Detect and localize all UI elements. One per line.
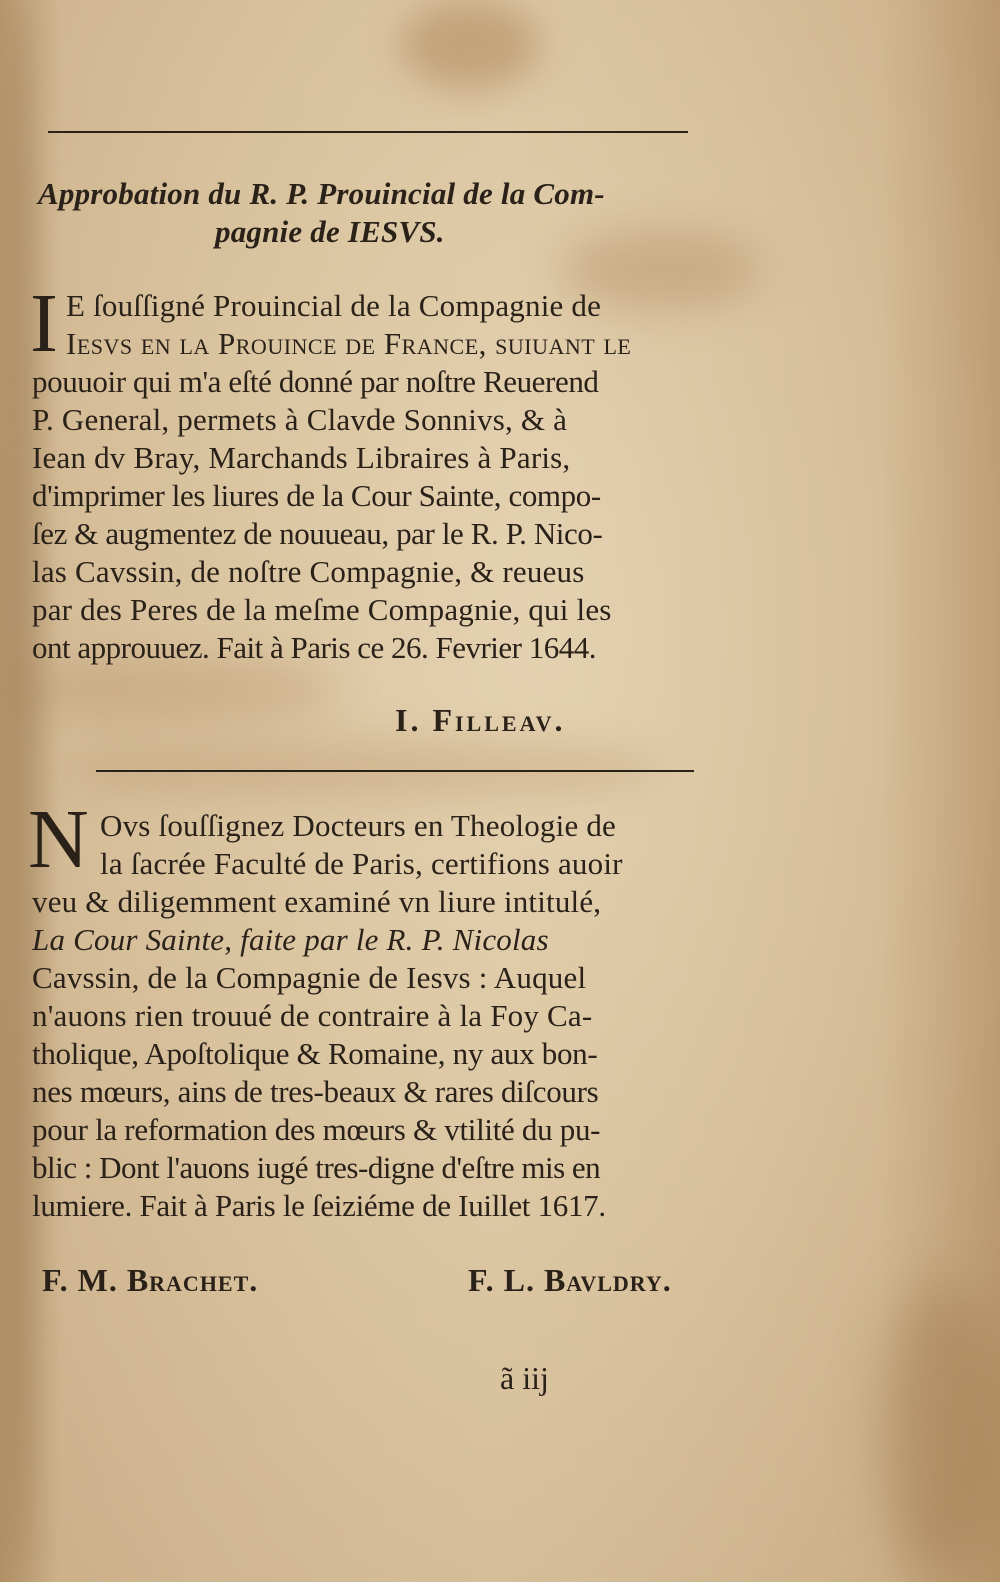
doctors-text-line: nes mœurs, ains de tres-beaux & rares diſcours — [32, 1074, 599, 1109]
provincial-text-line: ſez & augmentez de nouueau, par le R. P. Nico- — [32, 516, 603, 551]
provincial-text-line: las Cavssin, de noſtre Compagnie, & reueus — [32, 554, 585, 589]
paper-stain — [880, 1280, 1000, 1580]
doctors-text-line: lumiere. Fait à Paris le ſeiziéme de Iuillet 1617. — [32, 1188, 606, 1223]
signature-bauldry: F. L. Bavldry. — [468, 1262, 672, 1298]
signature-filleau: I. Filleav. — [395, 702, 566, 738]
doctors-text-line: Cavssin, de la Compagnie de Iesvs : Auquel — [32, 960, 587, 995]
provincial-text-line: par des Peres de la meſme Compagnie, qui les — [32, 592, 612, 627]
provincial-text-line: P. General, permets à Clavde Sonnivs, & à — [32, 402, 568, 437]
provincial-text-line: pouuoir qui m'a eſté donné par noſtre Reuerend — [32, 364, 599, 399]
paper-stain — [400, 0, 540, 90]
doctors-text-line: la ſacrée Faculté de Paris, certifions auoir — [100, 846, 623, 881]
signature-brachet: F. M. Brachet. — [42, 1262, 259, 1298]
paper-stain — [20, 660, 340, 720]
folio-signature-mark: ã iij — [500, 1360, 549, 1396]
doctors-text-line: pour la reformation des mœurs & vtilité du pu- — [32, 1112, 601, 1147]
provincial-text-line: E ſouſſigné Prouincial de la Compagnie de — [66, 288, 602, 323]
doctors-text-line: blic : Dont l'auons iugé tres-digne d'eſtre mis en — [32, 1150, 601, 1185]
provincial-text-line: Iesvs en la Prouince de France, ſuiuant le — [66, 326, 632, 361]
provincial-text-line: ont approuuez. Fait à Paris ce 26. Fevrier 1644. — [32, 630, 596, 665]
middle-rule — [96, 770, 694, 772]
heading-line-1: Approbation du R. P. Prouincial de la Com- — [38, 176, 605, 211]
paper-stain — [0, 0, 40, 1582]
heading-line-2: pagnie de IESVS. — [215, 214, 445, 249]
dropcap-n: N — [28, 793, 89, 886]
doctors-text-line: Ovs ſouſſignez Docteurs en Theologie de — [100, 808, 617, 843]
doctors-text-line: veu & diligemment examiné vn liure intitulé, — [32, 884, 602, 919]
doctors-text-line: tholique, Apoſtolique & Romaine, ny aux bon- — [32, 1036, 598, 1071]
top-rule — [48, 131, 688, 133]
provincial-text-line: d'imprimer les liures de la Cour Sainte, compo- — [32, 478, 601, 513]
dropcap-i: I — [30, 277, 58, 370]
doctors-text-line: n'auons rien trouué de contraire à la Foy Ca- — [32, 998, 593, 1033]
provincial-text-line: Iean dv Bray, Marchands Libraires à Paris, — [32, 440, 571, 475]
doctors-text-line: La Cour Sainte, faite par le R. P. Nicolas — [32, 922, 549, 957]
